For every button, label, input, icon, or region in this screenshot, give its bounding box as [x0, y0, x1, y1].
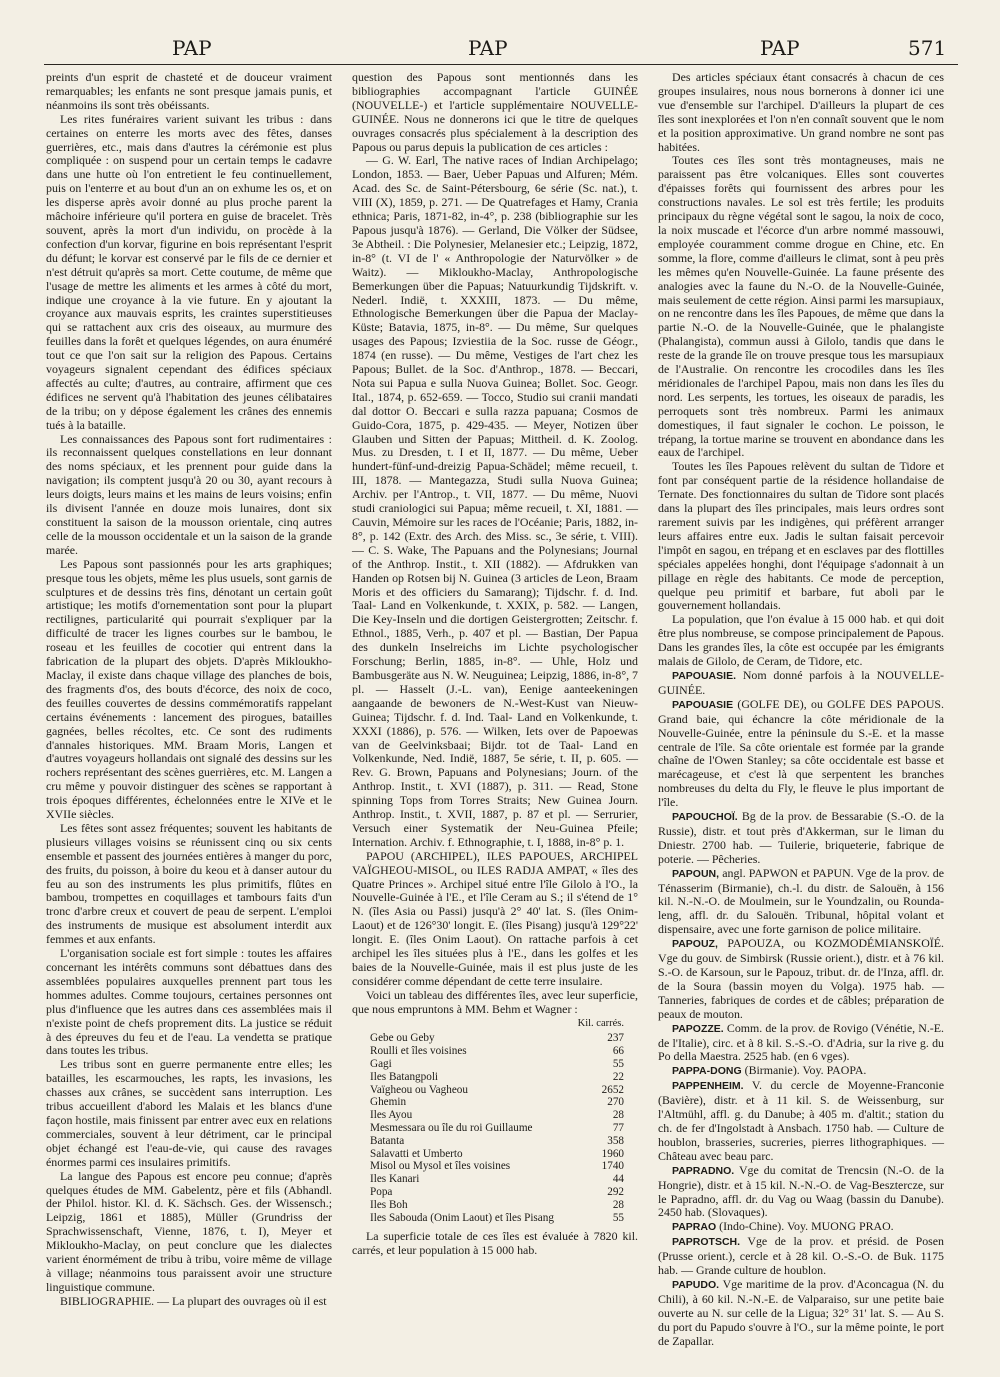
entry-text: angl. PAPWON et PAPUN. Vge de la prov. de Ténasserim (Birmanie), ch.-l. du distr. de Salouën, à 156 kil. N.-N.-O. de Moulmein, sur le Youndzalin, ou Rounda-leng, affl. dr. du Salouën. Tribunal, hôpital volant et dispensaire, avec une forte garnison de police militaire.: [658, 865, 944, 937]
table-row: [352, 1212, 638, 1225]
table-row: [352, 1199, 638, 1212]
dictionary-entry: [658, 810, 944, 867]
island-name: Iles Ayou: [370, 1109, 413, 1122]
island-area: 28: [612, 1198, 624, 1211]
table-row: [352, 1096, 638, 1109]
dictionary-entry: [658, 698, 944, 810]
table-row: [352, 1148, 638, 1161]
table-row: [352, 1122, 638, 1135]
paragraph: BIBLIOGRAPHIE. — La plupart des ouvrages où il est: [60, 1293, 327, 1308]
dictionary-entry: [658, 1022, 944, 1065]
island-name: Gagi: [370, 1058, 392, 1071]
paragraph: Les Papous sont passionnés pour les arts graphiques; presque tous les objets, même les plus usuels, sont garnis de sculptures et de dessins très fins, dénotant un certain goût artistique; les motifs d'ornementation sont pour la plupart rectilignes, particularité qui pourrait s'expliquer par la difficulté de tracer les lignes courbes sur le bambou, le roseau et les feuilles de cocotier qui entrent dans la fabrication de la plupart des objets. D'après Mikloukho-Maclay, il existe dans chaque village des planches de bois, des fragments d'os, des bouts d'écorce, des noix de coco, des feuilles couvertes de dessins commémoratifs rappelant certains événements : lancement des pirogues, batailles gagnées, belles récoltes, etc. Ce sont des rudiments d'annales historiques. MM. Braam Moris, Langen et d'autres voyageurs hollandais ont signalé des dessins sur les rochers représentant des scènes guerrières, etc. M. Langen a cru même y pouvoir distinguer des scènes se rapportant à trois époques différentes, échelonnées entre le XIVe et le XVIIe siècles.: [46, 556, 332, 822]
table-row: [352, 1071, 638, 1084]
island-name: Misol ou Mysol et îles voisines: [370, 1160, 511, 1173]
table-row: [352, 1160, 638, 1173]
text-columns: [46, 70, 960, 1348]
column-1: [46, 70, 332, 1308]
entry-text: Vge de la prov. et présid. de Posen (Prusse orient.), cercle et à 28 kil. O.-S.-O. de Buk. 1175 hab. — Grande culture de houblon.: [658, 1234, 944, 1278]
island-name: Iles Kanari: [370, 1173, 420, 1186]
island-name: Salavatti et Umberto: [370, 1147, 463, 1160]
table-unit-header: Kil. carrés.: [577, 1017, 624, 1029]
table-row: [352, 1045, 638, 1058]
paragraph: La population, que l'on évalue à 15 000 hab. et qui doit être plus nombreuse, se compose principalement de Papous. Dans les grandes îles, la côte est occupée par les émigrants malais de Gilolo, de Ceram, de Tidore, etc.: [658, 612, 944, 669]
dictionary-entry: [658, 937, 944, 1021]
paragraph: L'organisation sociale est fort simple : toutes les affaires concernant les intérêts communs sont débattues dans des assemblées populaires auxquelles prennent part tous les hommes adultes. Comme toujours, certaines personnes ont plus d'influence que les autres dans ces assemblées mais il n'existe point de chefs proprement dits. La justice se réduit à des épreuves du feu et de l'eau. La vendetta se pratique dans toutes les tribus.: [46, 946, 332, 1058]
dictionary-entries: [658, 669, 944, 1349]
island-area: 358: [607, 1134, 624, 1147]
table-row: [352, 1173, 638, 1186]
dictionary-entry: [658, 1235, 944, 1278]
island-area: 22: [612, 1070, 624, 1083]
islands-table: [352, 1018, 638, 1225]
entry-text: Vge du comitat de Trencsin (N.-O. de la Hongrie), distr. et à 15 kil. N.-N.-O. de Vag-Besztercze, sur le Papradno, affl. dr. du Vag ou Waag (bassin du Danube). 2450 hab. (Slovaques).: [658, 1162, 944, 1220]
island-area: 292: [607, 1185, 624, 1198]
dictionary-entry: [658, 1278, 944, 1349]
entry-headword: PAPPA-DONG: [672, 1065, 742, 1078]
column-3: [658, 70, 944, 1348]
island-name: Mesmessara ou île du roi Guillaume: [370, 1122, 533, 1134]
paragraph: preints d'un esprit de chasteté et de douceur vraiment remarquables; les enfants ne sont presque jamais punis, et néanmoins ils sont très obéissants.: [46, 70, 332, 112]
header-right: PAP: [760, 36, 800, 60]
island-area: 28: [612, 1109, 624, 1122]
entry-text: Nom donné parfois à la NOUVELLE-GUINÉE.: [658, 667, 944, 697]
island-name: Batanta: [370, 1134, 405, 1147]
island-area: 270: [607, 1096, 624, 1109]
paragraph: question des Papous sont mentionnés dans les bibliographies accompagnant l'article GUINÉE (NOUVELLE-) et l'article supplémentaire NOUVELLE-GUINÉE. Nous ne donnerons ici que le titre de quelques ouvrages consacrés plus spécialement à la description des Papous ou parus depuis la publication de ces articles :: [352, 70, 638, 154]
island-area: 55: [612, 1211, 624, 1224]
entry-headword: PAPOUZ,: [672, 938, 718, 951]
entry-papou-archipel: PAPOU (ARCHIPEL), ILES PAPOUES, ARCHIPEL VAÏGHEOU-MISOL, ou ILES RADJA AMPAT, « îles des Quatre Princes ». Archipel situé entre l'île Gilolo à l'O., la Nouvelle-Guinée à l'E., et l'île Ceram au S.; il s'étend de 1° N. (îles Asia ou Passi) jusqu'à 2° 40' lat. S. (îles Onim-Laout) et de 126°30' longit. E. (îles Pisang) jusqu'à 129°22' longit. E. (îles Onim Laout). On rattache parfois à cet archipel les îles situées plus à l'E., dans les golfes et les baies de la Nouvelle-Guinée, mais il est plus juste de les considérer comme dépendant de cette terre insulaire.: [352, 848, 638, 988]
paragraph: La langue des Papous est encore peu connue; d'après quelques études de MM. Gabelentz, père et fils (Abhandl. der Philol. histor. Kl. d. K. Sächsch. Ges. der Wissensch.; Leipzig, 1861 et 1885), Müller (Grundriss der Sprachwissenschaft, Vienne, 1876, t. I), Meyer et Mikloukho-Maclay, on peut conclure que les dialectes varient énormément de tribu à tribu, voire même de village à village; néanmoins tous paraissent avoir une structure linguistique commune.: [46, 1168, 332, 1294]
paragraph: Les tribus sont en guerre permanente entre elles; les batailles, les escarmouches, les rapts, les invasions, les chasses aux crânes, se succèdent sans interruption. Les tribus accueillent d'abord les Malais et les blancs d'une façon hostile, mais finissent par entrer avec eux en relations commerciales, souvent à leur détriment, car le principal objet échangé est l'eau-de-vie, qui cause des ravages énormes parmi ces insulaires primitifs.: [46, 1057, 332, 1169]
dictionary-entry: [658, 1079, 944, 1163]
island-name: Ghemin: [370, 1096, 407, 1109]
entry-headword: PAPUDO.: [672, 1278, 720, 1291]
table-row: [352, 1032, 638, 1045]
island-area: 77: [612, 1122, 624, 1134]
bibliography: — G. W. Earl, The native races of Indian Archipelago; London, 1853. — Baer, Ueber Papuas und Alfuren; Mém. Acad. des Sc. de Saint-Pétersbourg, 6e série (Sc. nat.), t. VIII (X), 1859, p. 271. — De Quatrefages et Hamy, Crania ethnica; Paris, 1871-82, in-4°, p. 238 (bibliographie sur les Papous jusqu'à 1876). — Gerland, Die Völker der Südsee, 3e Abtheil. : Die Polynesier, Melanesier etc.; Leipzig, 1872, in-8° (t. VI de l' « Anthropologie der Naturvölker » de Waitz). — Mikloukho-Maclay, Anthropologische Bemerkungen über die Papuas; Natuurkundig Tijdskrift. v. Nederl. Indië, t. XXXIII, 1873. — Du même, Ethnologische Bemerkungen über die Papua der Maclay-Küste; Batavia, 1875, in-8°. — Du même, Sur quelques usages des Papous; Izviestiia de la Soc. russe de Géogr., 1874 (en russe). — Du même, Vestiges de l'art chez les Papous; Bullet. de la Soc. d'Anthrop., 1878. — Beccari, Nota sui Papua e sulla Nuova Guinea; Bollet. Soc. Geogr. Ital., 1874, p. 652-659. — Tocco, Studio sui cranii mandati dal dottor O. Beccari e sulla razza papuana; Cosmos de Guido-Cora, 1875, p. 429-435. — Meyer, Notizen über Glauben und Sitten der Papuas; Mittheil. d. K. Zoolog. Mus. zu Dresden, t. I et II, 1877. — Du même, Ueber hundert-fünf-und-dreizig Papua-Schädel; même recueil, t. III, 1878. — Mantegazza, Studi sulla Nuova Guinea; Archiv. per l'Antrop., t. VII, 1877. — Du même, Nuovi studi craniologici sui Papua; même recueil, t. XI, 1881. — Cauvin, Mémoire sur les races de l'Océanie; Paris, 1882, in-8°, p. 142 (Extr. des Arch. des Miss. sc., 3e série, t. VIII). — C. S. Wake, The Papuans and the Polynesians; Journal of the Anthrop. Instit., t. XII (1882). — Afdrukken van Handen op Rotsen bij N. Guinea (3 articles de Leon, Braam Moris et des officiers du Samarang); Tijdschr. f. d. Ind. Taal- Land en Volkenkunde, t. XXIX, p. 582. — Langen, Die Key-Inseln und die dortigen Geistergrotten; Zeitschr. f. Ethnol., 1885, Verh., p. 407 et pl. — Bastian, Der Papua des dunkeln Inselreichs im Lichte psychologischer Forschung; Berlin, 1885, in-8°. — Uhle, Holz und Bambusgeräte aus N. W. Neuguinea; Leipzig, 1886, in-8°, 7 pl. — Hasselt (J.-L. van), Eenige aanteekeningen aangaande de bewoners de N.-West-Kust van Nieuw-Guinea; Tijdschr. f. d. Ind. Taal- Land en Volkenkunde, t. XXXI (1886), p. 576. — Wilken, Iets over de Papoewas van de Geelvinksbaai; Bijdr. tot de Taal- Land en Volkenkunde, Ned. Indië, 1887, 5e série, t. II, p. 605. — Rev. G. Brown, Papuans and Polynesians; Journ. of the Anthrop. Instit., t. XVI (1887), p. 311. — Read, Stone spinning Tops from Torres Straits; New Guinea Journ. Anthrop. Instit., t. XVII, 1887, p. 87 et pl. — Serrurier, Versuch einer Systematik der Neu-Guinea Pfeile; Internation. Archiv. f. Ethnographie, t. I, 1888, in-8° p. 1.: [352, 153, 638, 849]
island-name: Iles Batangpoli: [370, 1070, 439, 1083]
entry-text: PAPOUZA, ou KOZMODÉMIANSKOÏÉ. Vge du gouv. de Simbirsk (Russie orient.), distr. et à 76 kil. S.-O. de Karsoun, sur le Papouz, tribut. dr. de l'Inza, affl. dr. de la Soura (bassin moyen du Volga). 1975 hab. — Tanneries, fabriques de cordes et de câbles; préparation de peaux de mouton.: [658, 936, 944, 1021]
island-name: Roulli et îles voisines: [370, 1045, 467, 1058]
header-left: PAP: [172, 36, 212, 60]
entry-text: Bg de la prov. de Bessarabie (S.-O. de la Russie), distr. et tout près d'Akkerman, sur le liman du Dniestr. 2700 hab. — Tuilerie, briqueterie, fabrique de poterie. — Pêcheries.: [658, 809, 944, 866]
entry-headword: PAPRADNO.: [672, 1164, 735, 1177]
entry-text: Vge maritime de la prov. d'Aconcagua (N. du Chili), à 60 kil. N.-N.-E. de Valparaiso, sur une petite baie ouverte au N. sur celle de la Ligua; 32° 31' lat. S. — Au S. du port du Papudo s'ouvre à l'O., sur la même pointe, le port de Zapallar.: [658, 1276, 944, 1348]
entry-text: Comm. de la prov. de Rovigo (Vénétie, N.-E. de l'Italie), circ. et à 8 kil. S.-S.-O. d'Adria, sur la rive g. du Po della Maestra. 2525 hab. (en 6 vges).: [658, 1020, 944, 1064]
island-area: 2652: [601, 1083, 624, 1096]
table-row: [352, 1084, 638, 1097]
entry-headword: PAPPENHEIM.: [672, 1080, 744, 1093]
island-name: Gebe ou Geby: [370, 1032, 435, 1045]
entry-text: (GOLFE DE), ou GOLFE DES PAPOUS. Grand baie, qui échancre la côte méridionale de la Nouvelle-Guinée, entre la péninsule du S.-E. et la masse centrale de l'île. Sa côte orientale est formée par la grande chaîne de l'Owen Stanley; sa côte occidentale est basse et marécageuse, et c'est là que serpentent les branches nombreuses du delta du Fly, le fleuve le plus important de l'île.: [658, 696, 944, 810]
entry-headword: PAPROTSCH.: [672, 1236, 741, 1249]
table-row: [352, 1058, 638, 1071]
island-area: 44: [612, 1173, 624, 1186]
page-number: 571: [908, 36, 947, 60]
island-name: Iles Boh: [370, 1198, 408, 1211]
column-2: [352, 71, 638, 1301]
island-name: Iles Sabouda (Onim Laout) et îles Pisang: [370, 1211, 554, 1224]
paragraph: Les fêtes sont assez fréquentes; souvent les habitants de plusieurs villages voisins se réunissent cinq ou six cents ensemble et passent des journées entières à manger du porc, des fruits, du poisson, à boire du keou et à danser autour du feu au son des instruments les plus primitifs, flûtes en bambou, trompettes en coquillages et tambours faits d'un tronc d'arbre creux et couvert de peau de serpent. L'emploi des instruments de musique est absolument interdit aux femmes et aux enfants.: [46, 820, 332, 947]
entry-text: V. du cercle de Moyenne-Franconie (Bavière), distr. et à 11 kil. S. de Weissenburg, sur l'Altmühl, affl. g. du Danube; à 405 m. d'altit.; station du ch. de fer d'Ingolstadt à Ansbach. 1750 hab. — Culture de houblon, brasseries, sucreries, pierres lithographiques. — Château avec beau parc.: [658, 1078, 944, 1163]
paragraph: Toutes les îles Papoues relèvent du sultan de Tidore et font par conséquent partie de la résidence hollandaise de Ternate. Des fonctionnaires du sultan de Tidore sont placés dans la plupart des îles principales, mais leurs ordres sont rarement suivis par les indigènes, qui préfèrent arranger leurs affaires entre eux. Jadis le sultan faisait percevoir l'impôt en sagou, en trépang et en esclaves par des flottilles spéciales appelées honghi, dont l'équipage s'adonnait à un pillage en règle des habitants. Ce mode de perception, quelque peu primitif et barbare, fut aboli par le gouvernement hollandais.: [658, 459, 944, 613]
dictionary-entry: [658, 867, 944, 938]
dictionary-entry: [658, 1064, 944, 1079]
island-area: 66: [612, 1045, 624, 1058]
island-name: Vaïgheou ou Vagheou: [370, 1083, 468, 1096]
dictionary-entry: [658, 1164, 944, 1221]
entry-headword: PAPOZZE.: [672, 1022, 724, 1035]
paragraph: Voici un tableau des différentes îles, avec leur superficie, que nous empruntons à MM. Behm et Wagner :: [352, 987, 638, 1016]
header-rule: [44, 64, 958, 65]
table-row: [352, 1135, 638, 1148]
island-name: Popa: [370, 1185, 393, 1198]
entry-text: (Birmanie). Voy. PAOPA.: [744, 1063, 867, 1078]
header-center: PAP: [468, 36, 508, 60]
paragraph: Des articles spéciaux étant consacrés à chacun de ces groupes insulaires, nous nous bornerons à donner ici une vue d'ensemble sur l'archipel. D'ailleurs la plupart de ces îles sont inexplorées et l'on n'en connaît souvent que le nom et la position approximative. Un grand nombre ne sont pas habitées.: [658, 70, 944, 154]
island-area: 1740: [601, 1160, 624, 1173]
entry-headword: PAPOUASIE.: [672, 669, 736, 682]
island-area: 55: [612, 1058, 624, 1071]
dictionary-entry: [658, 669, 944, 698]
running-header: [0, 36, 1000, 66]
table-row: [352, 1186, 638, 1199]
paragraph: Les rites funéraires varient suivant les tribus : dans certaines on enterre les morts avec des fêtes, danses guerrières, etc., mais dans d'autres la cérémonie est plus compliquée : on suspend pour un certain temps le cadavre dans une hutte où l'on entretient le feu continuellement, puis on l'enterre et au bout d'un an on exhume les os, et on les disperse après avoir donné au plus proche parent la mâchoire inférieure qu'il portera en guise de bracelet. Très souvent, après la mort d'un individu, on procède à la confection d'un korvar, figurine en bois représentant l'esprit du défunt; le korvar est conservé par le fils de ce dernier et n'est détruit qu'après sa mort. Cette coutume, de même que l'usage de mettre les aliments et les armes à côté du mort, indique une croyance à la vie future. En y ajoutant la croyance aux mauvais esprits, les craintes superstitieuses qui se rattachent aux cris des oiseaux, au murmure des feuilles dans la forêt et quelques légendes, on aura énuméré tout ce que l'on sait sur la religion des Papous. Certains voyageurs signalent cependant des édifices spéciaux affectés au culte; d'autres, au contraire, affirment que ces édifices ne servent qu'à l'habitation des jeunes célibataires de la tribu; on y dépose également les crânes des ennemis tués à la bataille.: [46, 111, 332, 432]
entry-headword: PAPRAO: [672, 1221, 717, 1234]
paragraph: Toutes ces îles sont très montagneuses, mais ne paraissent pas être volcaniques. Elles sont couvertes d'épaisses forêts qui fournissent des arbres pour les constructions navales. Le sol est très fertile; les produits principaux du règne végétal sont le sagou, la noix de coco, la noix muscade et l'écorce d'un arbre nommé massouwi, employée couramment comme drogue en Chine, etc. En somme, la flore, comme d'ailleurs le climat, sont à peu près les mêmes qu'en Nouvelle-Guinée. La faune présente des analogies avec la faune du N.-O. de la Nouvelle-Guinée, mais seulement de cette région. Ainsi parmi les marsupiaux, on ne rencontre dans les îles Papoues, de même que dans la partie N.-O. de la Nouvelle-Guinée, que le phalangiste (Phalangista), commun aussi à Gilolo, tandis que dans le reste de la grande île on trouve presque tous les marsupiaux de l'Australie. On rencontre les crocodiles dans les îles méridionales de l'archipel Papou, mais non dans les îles du nord. Les serpents, les tortues, les oiseaux de paradis, les perroquets sont très nombreux. Parmi les animaux domestiques, il faut signaler le cochon. Le poisson, le trépang, la tortue marine se trouvent en abondance dans les eaux de l'archipel.: [658, 153, 944, 460]
entry-text: (Indo-Chine). Voy. MUONG PRAO.: [719, 1219, 894, 1234]
island-area: 1960: [601, 1147, 624, 1160]
entry-headword: PAPOUN,: [672, 867, 720, 880]
entry-headword: PAPOUCHOÏ.: [672, 811, 738, 824]
dictionary-entry: [658, 1220, 944, 1235]
paragraph: Les connaissances des Papous sont fort rudimentaires : ils reconnaissent quelques constellations en leur donnant des noms spéciaux, et les prennent pour guide dans la navigation; ils comptent jusqu'à 20 ou 30, ayant recours à leurs doigts, leurs mains et les mains de leurs voisins; enfin ils divisent l'année en douze mois lunaires, dont six constituent la saison de la mousson orientale, cinq autres celle de la mousson occidentale et un la saison de la grande marée.: [46, 431, 332, 557]
table-row: [352, 1109, 638, 1122]
entry-headword: PAPOUASIE: [672, 698, 734, 711]
paragraph: La superficie totale de ces îles est évaluée à 7820 kil. carrés, et leur population à 15 000 hab.: [352, 1229, 638, 1258]
island-area: 237: [607, 1032, 624, 1045]
